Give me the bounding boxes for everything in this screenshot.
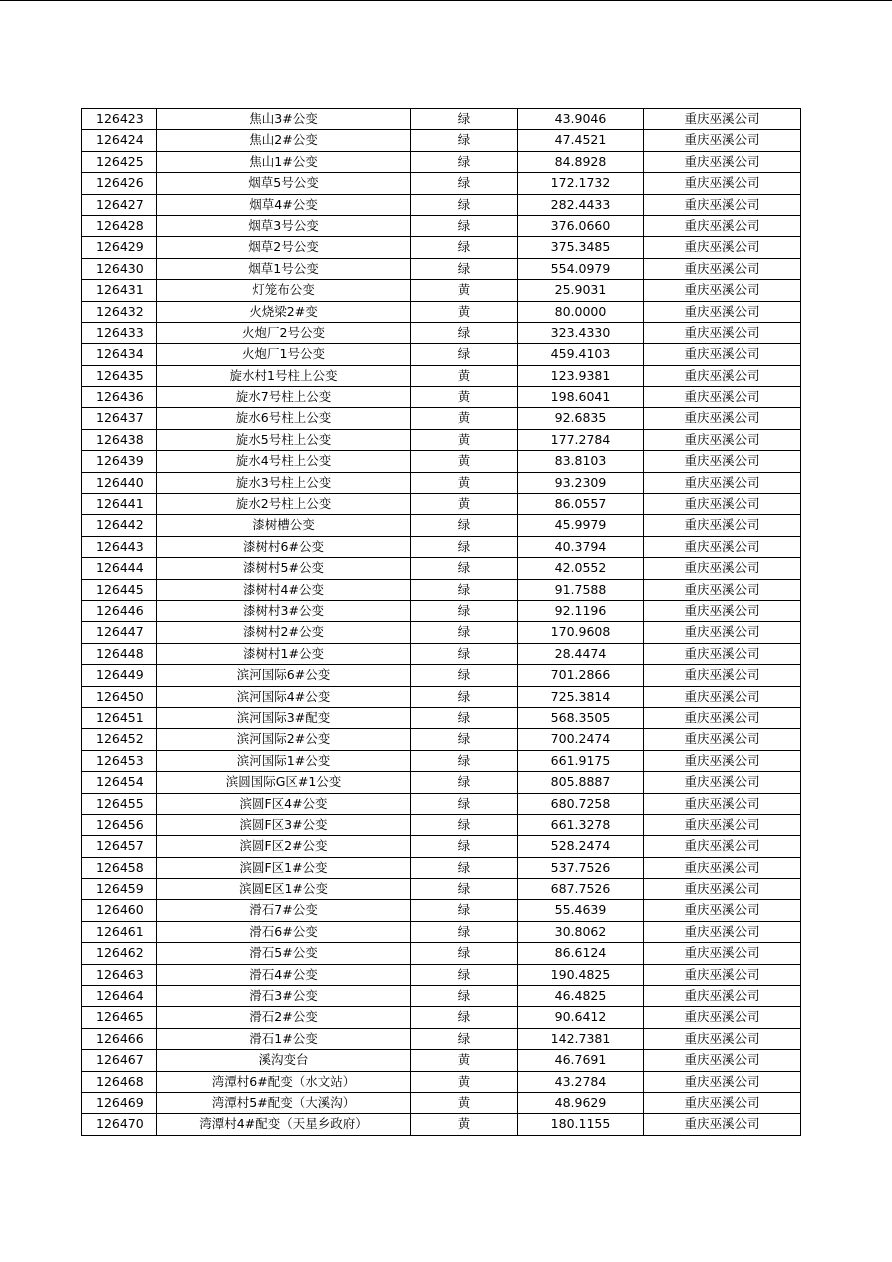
company-cell: 重庆巫溪公司	[644, 365, 801, 386]
row-id-cell: 126455	[82, 793, 157, 814]
transformer-name-cell: 滨河国际1#公变	[157, 750, 411, 771]
value-cell: 46.4825	[518, 986, 644, 1007]
status-color-cell: 绿	[411, 879, 518, 900]
company-cell: 重庆巫溪公司	[644, 194, 801, 215]
table-row	[82, 600, 801, 621]
company-cell: 重庆巫溪公司	[644, 750, 801, 771]
transformer-name-cell: 旋水村1号柱上公变	[157, 365, 411, 386]
transformer-name-cell: 烟草4#公变	[157, 194, 411, 215]
status-color-cell: 绿	[411, 173, 518, 194]
company-cell: 重庆巫溪公司	[644, 1114, 801, 1135]
status-color-cell: 绿	[411, 515, 518, 536]
value-cell: 84.8928	[518, 151, 644, 172]
transformer-name-cell: 滑石5#公变	[157, 943, 411, 964]
row-id-cell: 126467	[82, 1050, 157, 1071]
transformer-name-cell: 烟草1号公变	[157, 258, 411, 279]
company-cell: 重庆巫溪公司	[644, 643, 801, 664]
table-row	[82, 729, 801, 750]
status-color-cell: 黄	[411, 1092, 518, 1113]
status-color-cell: 绿	[411, 729, 518, 750]
status-color-cell: 黄	[411, 451, 518, 472]
table-row	[82, 814, 801, 835]
table-row	[82, 943, 801, 964]
status-color-cell: 绿	[411, 643, 518, 664]
transformer-name-cell: 旋水7号柱上公变	[157, 387, 411, 408]
status-color-cell: 黄	[411, 494, 518, 515]
value-cell: 40.3794	[518, 536, 644, 557]
row-id-cell: 126461	[82, 921, 157, 942]
status-color-cell: 绿	[411, 707, 518, 728]
row-id-cell: 126436	[82, 387, 157, 408]
company-cell: 重庆巫溪公司	[644, 558, 801, 579]
status-color-cell: 黄	[411, 429, 518, 450]
company-cell: 重庆巫溪公司	[644, 964, 801, 985]
row-id-cell: 126464	[82, 986, 157, 1007]
value-cell: 177.2784	[518, 429, 644, 450]
company-cell: 重庆巫溪公司	[644, 814, 801, 835]
company-cell: 重庆巫溪公司	[644, 173, 801, 194]
table-row	[82, 258, 801, 279]
status-color-cell: 绿	[411, 836, 518, 857]
table-row	[82, 408, 801, 429]
row-id-cell: 126442	[82, 515, 157, 536]
table-row	[82, 365, 801, 386]
status-color-cell: 绿	[411, 986, 518, 1007]
transformer-name-cell: 火炮厂1号公变	[157, 344, 411, 365]
value-cell: 92.6835	[518, 408, 644, 429]
value-cell: 93.2309	[518, 472, 644, 493]
value-cell: 459.4103	[518, 344, 644, 365]
status-color-cell: 黄	[411, 1050, 518, 1071]
table-row	[82, 772, 801, 793]
table-row	[82, 109, 801, 130]
table-row	[82, 686, 801, 707]
status-color-cell: 黄	[411, 387, 518, 408]
transformer-name-cell: 湾潭村5#配变（大溪沟）	[157, 1092, 411, 1113]
status-color-cell: 绿	[411, 772, 518, 793]
value-cell: 805.8887	[518, 772, 644, 793]
transformer-name-cell: 烟草5号公变	[157, 173, 411, 194]
value-cell: 190.4825	[518, 964, 644, 985]
table-row	[82, 1007, 801, 1028]
transformer-name-cell: 烟草3号公变	[157, 215, 411, 236]
table-row	[82, 836, 801, 857]
transformer-name-cell: 滑石6#公变	[157, 921, 411, 942]
value-cell: 25.9031	[518, 280, 644, 301]
transformer-name-cell: 滑石7#公变	[157, 900, 411, 921]
status-color-cell: 绿	[411, 622, 518, 643]
transformer-name-cell: 焦山3#公变	[157, 109, 411, 130]
status-color-cell: 绿	[411, 600, 518, 621]
table-row	[82, 1114, 801, 1135]
table-row	[82, 344, 801, 365]
status-color-cell: 绿	[411, 686, 518, 707]
company-cell: 重庆巫溪公司	[644, 921, 801, 942]
value-cell: 123.9381	[518, 365, 644, 386]
row-id-cell: 126447	[82, 622, 157, 643]
table-row	[82, 151, 801, 172]
status-color-cell: 黄	[411, 1071, 518, 1092]
status-color-cell: 绿	[411, 579, 518, 600]
row-id-cell: 126426	[82, 173, 157, 194]
company-cell: 重庆巫溪公司	[644, 772, 801, 793]
value-cell: 661.9175	[518, 750, 644, 771]
transformer-name-cell: 火炮厂2号公变	[157, 322, 411, 343]
row-id-cell: 126434	[82, 344, 157, 365]
table-row	[82, 622, 801, 643]
status-color-cell: 绿	[411, 964, 518, 985]
company-cell: 重庆巫溪公司	[644, 515, 801, 536]
table-row	[82, 707, 801, 728]
value-cell: 701.2866	[518, 665, 644, 686]
company-cell: 重庆巫溪公司	[644, 429, 801, 450]
table-row	[82, 964, 801, 985]
table-row	[82, 194, 801, 215]
value-cell: 86.6124	[518, 943, 644, 964]
status-color-cell: 绿	[411, 237, 518, 258]
row-id-cell: 126435	[82, 365, 157, 386]
company-cell: 重庆巫溪公司	[644, 472, 801, 493]
status-color-cell: 黄	[411, 301, 518, 322]
value-cell: 172.1732	[518, 173, 644, 194]
row-id-cell: 126452	[82, 729, 157, 750]
row-id-cell: 126453	[82, 750, 157, 771]
status-color-cell: 绿	[411, 344, 518, 365]
status-color-cell: 绿	[411, 900, 518, 921]
transformer-name-cell: 旋水6号柱上公变	[157, 408, 411, 429]
company-cell: 重庆巫溪公司	[644, 986, 801, 1007]
row-id-cell: 126463	[82, 964, 157, 985]
status-color-cell: 绿	[411, 194, 518, 215]
transformer-name-cell: 滨圆F区4#公变	[157, 793, 411, 814]
table-row	[82, 451, 801, 472]
transformer-name-cell: 漆树村5#公变	[157, 558, 411, 579]
row-id-cell: 126468	[82, 1071, 157, 1092]
status-color-cell: 黄	[411, 472, 518, 493]
value-cell: 170.9608	[518, 622, 644, 643]
company-cell: 重庆巫溪公司	[644, 237, 801, 258]
table-row	[82, 280, 801, 301]
transformer-name-cell: 滨河国际6#公变	[157, 665, 411, 686]
status-color-cell: 绿	[411, 151, 518, 172]
value-cell: 92.1196	[518, 600, 644, 621]
row-id-cell: 126432	[82, 301, 157, 322]
transformer-name-cell: 滨河国际3#配变	[157, 707, 411, 728]
transformer-name-cell: 灯笼布公变	[157, 280, 411, 301]
table-row	[82, 215, 801, 236]
value-cell: 30.8062	[518, 921, 644, 942]
transformer-name-cell: 旋水4号柱上公变	[157, 451, 411, 472]
row-id-cell: 126446	[82, 600, 157, 621]
value-cell: 376.0660	[518, 215, 644, 236]
value-cell: 45.9979	[518, 515, 644, 536]
row-id-cell: 126437	[82, 408, 157, 429]
table-row	[82, 494, 801, 515]
status-color-cell: 黄	[411, 1114, 518, 1135]
table-row	[82, 921, 801, 942]
table-row	[82, 472, 801, 493]
table-row	[82, 793, 801, 814]
status-color-cell: 绿	[411, 1028, 518, 1049]
table-row	[82, 750, 801, 771]
row-id-cell: 126466	[82, 1028, 157, 1049]
company-cell: 重庆巫溪公司	[644, 879, 801, 900]
company-cell: 重庆巫溪公司	[644, 622, 801, 643]
company-cell: 重庆巫溪公司	[644, 1050, 801, 1071]
row-id-cell: 126451	[82, 707, 157, 728]
company-cell: 重庆巫溪公司	[644, 258, 801, 279]
value-cell: 568.3505	[518, 707, 644, 728]
value-cell: 83.8103	[518, 451, 644, 472]
value-cell: 43.2784	[518, 1071, 644, 1092]
value-cell: 86.0557	[518, 494, 644, 515]
transformer-name-cell: 漆树村4#公变	[157, 579, 411, 600]
transformer-name-cell: 漆树村6#公变	[157, 536, 411, 557]
value-cell: 198.6041	[518, 387, 644, 408]
company-cell: 重庆巫溪公司	[644, 494, 801, 515]
row-id-cell: 126458	[82, 857, 157, 878]
value-cell: 55.4639	[518, 900, 644, 921]
company-cell: 重庆巫溪公司	[644, 322, 801, 343]
value-cell: 142.7381	[518, 1028, 644, 1049]
table-row	[82, 558, 801, 579]
value-cell: 80.0000	[518, 301, 644, 322]
transformer-name-cell: 漆树村2#公变	[157, 622, 411, 643]
company-cell: 重庆巫溪公司	[644, 579, 801, 600]
company-cell: 重庆巫溪公司	[644, 301, 801, 322]
company-cell: 重庆巫溪公司	[644, 943, 801, 964]
row-id-cell: 126450	[82, 686, 157, 707]
company-cell: 重庆巫溪公司	[644, 665, 801, 686]
status-color-cell: 绿	[411, 665, 518, 686]
transformer-name-cell: 旋水2号柱上公变	[157, 494, 411, 515]
status-color-cell: 黄	[411, 408, 518, 429]
status-color-cell: 绿	[411, 793, 518, 814]
status-color-cell: 绿	[411, 921, 518, 942]
row-id-cell: 126454	[82, 772, 157, 793]
status-color-cell: 绿	[411, 215, 518, 236]
data-table	[81, 108, 801, 1136]
value-cell: 554.0979	[518, 258, 644, 279]
transformer-name-cell: 溪沟变台	[157, 1050, 411, 1071]
row-id-cell: 126459	[82, 879, 157, 900]
table-body	[82, 109, 801, 1136]
table-row	[82, 1092, 801, 1113]
status-color-cell: 绿	[411, 536, 518, 557]
value-cell: 282.4433	[518, 194, 644, 215]
row-id-cell: 126444	[82, 558, 157, 579]
row-id-cell: 126443	[82, 536, 157, 557]
row-id-cell: 126441	[82, 494, 157, 515]
row-id-cell: 126425	[82, 151, 157, 172]
value-cell: 375.3485	[518, 237, 644, 258]
company-cell: 重庆巫溪公司	[644, 686, 801, 707]
company-cell: 重庆巫溪公司	[644, 793, 801, 814]
transformer-name-cell: 滨圆国际G区#1公变	[157, 772, 411, 793]
transformer-name-cell: 滨圆E区1#公变	[157, 879, 411, 900]
transformer-name-cell: 漆树村3#公变	[157, 600, 411, 621]
company-cell: 重庆巫溪公司	[644, 215, 801, 236]
value-cell: 680.7258	[518, 793, 644, 814]
value-cell: 47.4521	[518, 130, 644, 151]
status-color-cell: 绿	[411, 130, 518, 151]
status-color-cell: 黄	[411, 280, 518, 301]
row-id-cell: 126427	[82, 194, 157, 215]
table-row	[82, 237, 801, 258]
company-cell: 重庆巫溪公司	[644, 707, 801, 728]
table-row	[82, 536, 801, 557]
company-cell: 重庆巫溪公司	[644, 1028, 801, 1049]
table-row	[82, 1071, 801, 1092]
company-cell: 重庆巫溪公司	[644, 130, 801, 151]
page-top-border	[0, 0, 892, 1]
transformer-name-cell: 漆树村1#公变	[157, 643, 411, 664]
row-id-cell: 126470	[82, 1114, 157, 1135]
company-cell: 重庆巫溪公司	[644, 900, 801, 921]
row-id-cell: 126429	[82, 237, 157, 258]
table-row	[82, 322, 801, 343]
status-color-cell: 绿	[411, 943, 518, 964]
table-row	[82, 130, 801, 151]
status-color-cell: 绿	[411, 558, 518, 579]
row-id-cell: 126439	[82, 451, 157, 472]
row-id-cell: 126460	[82, 900, 157, 921]
value-cell: 91.7588	[518, 579, 644, 600]
transformer-name-cell: 滨河国际2#公变	[157, 729, 411, 750]
status-color-cell: 黄	[411, 365, 518, 386]
transformer-name-cell: 滑石1#公变	[157, 1028, 411, 1049]
value-cell: 661.3278	[518, 814, 644, 835]
value-cell: 687.7526	[518, 879, 644, 900]
table-row	[82, 173, 801, 194]
row-id-cell: 126440	[82, 472, 157, 493]
value-cell: 48.9629	[518, 1092, 644, 1113]
company-cell: 重庆巫溪公司	[644, 151, 801, 172]
row-id-cell: 126449	[82, 665, 157, 686]
table-row	[82, 643, 801, 664]
transformer-name-cell: 焦山2#公变	[157, 130, 411, 151]
transformer-name-cell: 焦山1#公变	[157, 151, 411, 172]
row-id-cell: 126428	[82, 215, 157, 236]
row-id-cell: 126469	[82, 1092, 157, 1113]
table-row	[82, 387, 801, 408]
company-cell: 重庆巫溪公司	[644, 600, 801, 621]
value-cell: 528.2474	[518, 836, 644, 857]
transformer-name-cell: 滨河国际4#公变	[157, 686, 411, 707]
status-color-cell: 绿	[411, 750, 518, 771]
table-row	[82, 515, 801, 536]
value-cell: 725.3814	[518, 686, 644, 707]
row-id-cell: 126456	[82, 814, 157, 835]
row-id-cell: 126431	[82, 280, 157, 301]
company-cell: 重庆巫溪公司	[644, 1007, 801, 1028]
status-color-cell: 绿	[411, 857, 518, 878]
row-id-cell: 126424	[82, 130, 157, 151]
transformer-name-cell: 旋水3号柱上公变	[157, 472, 411, 493]
status-color-cell: 绿	[411, 322, 518, 343]
company-cell: 重庆巫溪公司	[644, 1071, 801, 1092]
company-cell: 重庆巫溪公司	[644, 344, 801, 365]
value-cell: 42.0552	[518, 558, 644, 579]
row-id-cell: 126438	[82, 429, 157, 450]
company-cell: 重庆巫溪公司	[644, 451, 801, 472]
company-cell: 重庆巫溪公司	[644, 857, 801, 878]
company-cell: 重庆巫溪公司	[644, 836, 801, 857]
table-row	[82, 301, 801, 322]
table-row	[82, 429, 801, 450]
company-cell: 重庆巫溪公司	[644, 387, 801, 408]
value-cell: 46.7691	[518, 1050, 644, 1071]
row-id-cell: 126457	[82, 836, 157, 857]
transformer-name-cell: 滨圆F区2#公变	[157, 836, 411, 857]
company-cell: 重庆巫溪公司	[644, 729, 801, 750]
transformer-name-cell: 漆树槽公变	[157, 515, 411, 536]
value-cell: 537.7526	[518, 857, 644, 878]
table-row	[82, 900, 801, 921]
company-cell: 重庆巫溪公司	[644, 408, 801, 429]
table-row	[82, 986, 801, 1007]
transformer-name-cell: 湾潭村4#配变（天星乡政府）	[157, 1114, 411, 1135]
row-id-cell: 126423	[82, 109, 157, 130]
value-cell: 323.4330	[518, 322, 644, 343]
row-id-cell: 126445	[82, 579, 157, 600]
value-cell: 700.2474	[518, 729, 644, 750]
value-cell: 180.1155	[518, 1114, 644, 1135]
status-color-cell: 绿	[411, 258, 518, 279]
value-cell: 28.4474	[518, 643, 644, 664]
transformer-name-cell: 滨圆F区1#公变	[157, 857, 411, 878]
table-row	[82, 665, 801, 686]
company-cell: 重庆巫溪公司	[644, 1092, 801, 1113]
transformer-name-cell: 滑石3#公变	[157, 986, 411, 1007]
table-row	[82, 879, 801, 900]
row-id-cell: 126462	[82, 943, 157, 964]
transformer-name-cell: 旋水5号柱上公变	[157, 429, 411, 450]
status-color-cell: 绿	[411, 1007, 518, 1028]
value-cell: 90.6412	[518, 1007, 644, 1028]
table-row	[82, 579, 801, 600]
company-cell: 重庆巫溪公司	[644, 109, 801, 130]
transformer-name-cell: 滑石4#公变	[157, 964, 411, 985]
transformer-name-cell: 滑石2#公变	[157, 1007, 411, 1028]
row-id-cell: 126433	[82, 322, 157, 343]
table-row	[82, 1050, 801, 1071]
value-cell: 43.9046	[518, 109, 644, 130]
transformer-name-cell: 烟草2号公变	[157, 237, 411, 258]
transformer-name-cell: 湾潭村6#配变（水文站）	[157, 1071, 411, 1092]
company-cell: 重庆巫溪公司	[644, 536, 801, 557]
row-id-cell: 126448	[82, 643, 157, 664]
company-cell: 重庆巫溪公司	[644, 280, 801, 301]
transformer-name-cell: 滨圆F区3#公变	[157, 814, 411, 835]
transformer-name-cell: 火烧梁2#变	[157, 301, 411, 322]
status-color-cell: 绿	[411, 109, 518, 130]
row-id-cell: 126430	[82, 258, 157, 279]
table-row	[82, 857, 801, 878]
row-id-cell: 126465	[82, 1007, 157, 1028]
status-color-cell: 绿	[411, 814, 518, 835]
table-row	[82, 1028, 801, 1049]
